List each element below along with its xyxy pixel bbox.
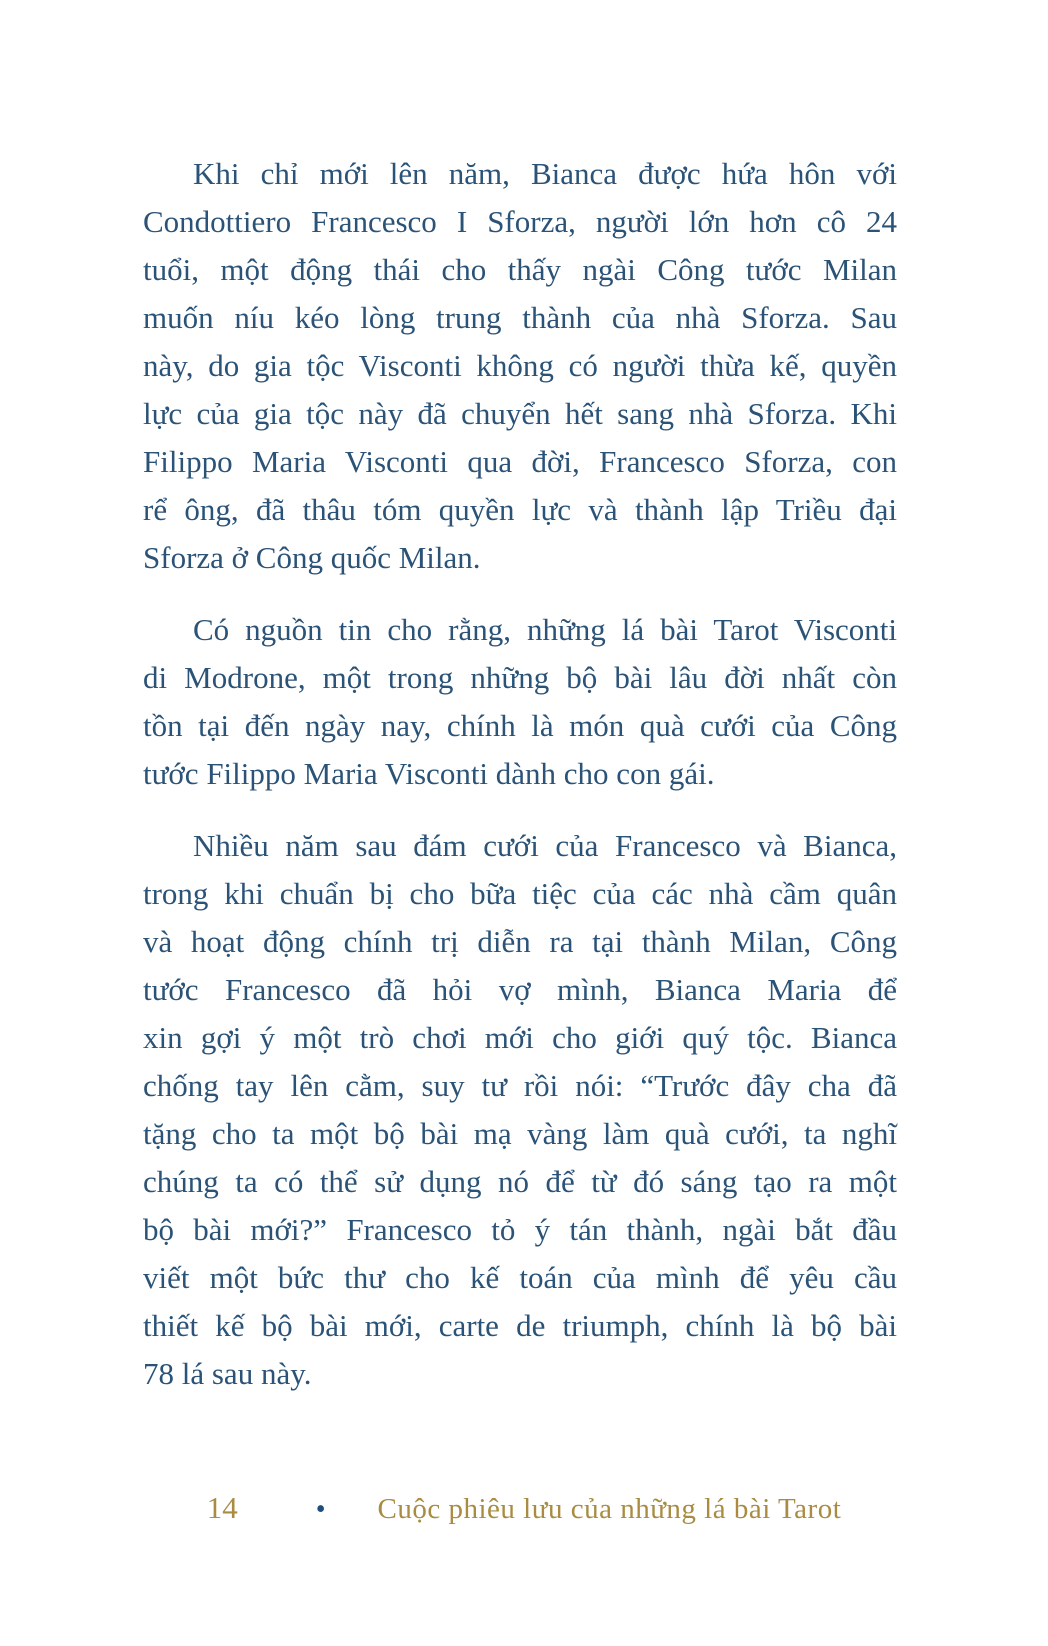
text-line: tuổi, một động thái cho thấy ngài Công tước Milan <box>143 252 897 287</box>
body-text <box>143 150 897 1422</box>
text-line: bộ bài mới?” Francesco tỏ ý tán thành, ngài bắt đầu <box>143 1212 897 1247</box>
text-line: Sforza ở Công quốc Milan. <box>143 540 481 575</box>
paragraph <box>143 606 897 798</box>
text-line: viết một bức thư cho kế toán của mình để yêu cầu <box>143 1260 897 1295</box>
text-line: muốn níu kéo lòng trung thành của nhà Sforza. Sau <box>143 300 897 335</box>
text-line: tặng cho ta một bộ bài mạ vàng làm quà cưới, ta nghĩ <box>143 1116 897 1151</box>
paragraph <box>143 822 897 1398</box>
text-line: tước Francesco đã hỏi vợ mình, Bianca Maria để <box>143 972 897 1007</box>
text-line: di Modrone, một trong những bộ bài lâu đời nhất còn <box>143 660 897 695</box>
text-line: Nhiều năm sau đám cưới của Francesco và Bianca, <box>193 828 897 863</box>
page-number: 14 <box>206 1490 238 1525</box>
text-line: chúng ta có thể sử dụng nó để từ đó sáng tạo ra một <box>143 1164 897 1199</box>
text-line: chống tay lên cằm, suy tư rồi nói: “Trước đây cha đã <box>143 1068 897 1103</box>
text-line: Khi chỉ mới lên năm, Bianca được hứa hôn với <box>193 156 897 191</box>
page-footer <box>0 1484 1048 1534</box>
text-line: trong khi chuẩn bị cho bữa tiệc của các nhà cầm quân <box>143 876 897 911</box>
text-line: lực của gia tộc này đã chuyển hết sang nhà Sforza. Khi <box>143 396 897 431</box>
bullet-separator-icon: • <box>315 1494 326 1525</box>
text-line: tước Filippo Maria Visconti dành cho con gái. <box>143 756 715 791</box>
text-line: rể ông, đã thâu tóm quyền lực và thành lập Triều đại <box>143 492 897 527</box>
text-line: và hoạt động chính trị diễn ra tại thành Milan, Công <box>143 924 897 959</box>
text-line: tồn tại đến ngày nay, chính là món quà cưới của Công <box>143 708 897 743</box>
text-line: xin gợi ý một trò chơi mới cho giới quý tộc. Bianca <box>143 1020 897 1055</box>
text-line: này, do gia tộc Visconti không có người thừa kế, quyền <box>143 348 897 383</box>
text-line: Filippo Maria Visconti qua đời, Francesco Sforza, con <box>143 444 897 479</box>
paragraph <box>143 150 897 582</box>
text-line: 78 lá sau này. <box>143 1356 312 1391</box>
text-line: Có nguồn tin cho rằng, những lá bài Tarot Visconti <box>193 612 897 647</box>
text-line: Condottiero Francesco I Sforza, người lớn hơn cô 24 <box>143 204 897 239</box>
book-title: Cuộc phiêu lưu của những lá bài Tarot <box>377 1493 842 1525</box>
text-line: thiết kế bộ bài mới, carte de triumph, chính là bộ bài <box>143 1308 897 1343</box>
